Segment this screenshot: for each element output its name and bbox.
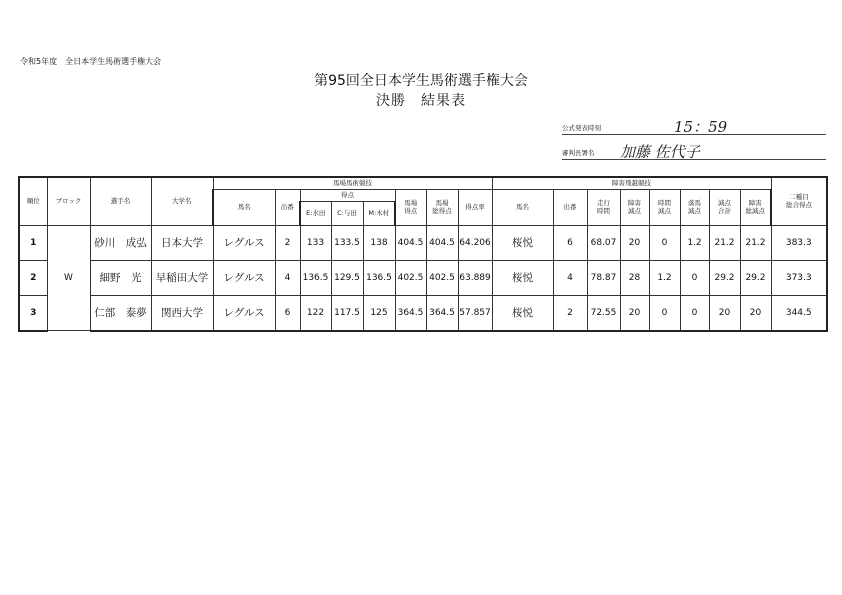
cell-jumping-time: 78.87 <box>587 260 620 295</box>
header-dressage-order: 出番 <box>275 189 300 225</box>
header-judge-m: M:木村 <box>363 201 395 225</box>
cell-jumping-obstacle-penalty: 20 <box>620 225 649 260</box>
cell-jumping-order: 6 <box>553 225 587 260</box>
cell-jumping-fall-penalty: 1.2 <box>680 225 709 260</box>
cell-judge-m: 136.5 <box>363 260 395 295</box>
results-table <box>18 176 828 332</box>
cell-dressage-order: 2 <box>275 225 300 260</box>
cell-jumping-time-penalty: 0 <box>649 225 680 260</box>
judge-signature-label: 審判長署名 <box>562 149 595 157</box>
header-jumping-order: 出番 <box>553 189 587 225</box>
cell-rider: 細野 光 <box>90 260 151 295</box>
cell-dressage-percentage: 63.889 <box>458 260 492 295</box>
cell-jumping-fall-penalty: 0 <box>680 295 709 331</box>
cell-dressage-total: 404.5 <box>426 225 458 260</box>
cell-jumping-fall-penalty: 0 <box>680 260 709 295</box>
table-row <box>19 225 827 260</box>
cell-overall: 373.3 <box>771 260 827 295</box>
cell-judge-e: 122 <box>300 295 331 331</box>
cell-jumping-horse: 桜悦 <box>492 260 553 295</box>
official-time-label: 公式発表時刻 <box>562 124 601 132</box>
header-university: 大学名 <box>151 177 213 225</box>
cell-dressage-total: 402.5 <box>426 260 458 295</box>
table-row <box>19 260 827 295</box>
header-rank: 順位 <box>19 177 47 225</box>
cell-judge-c: 133.5 <box>331 225 363 260</box>
header-jumping-obstacle-penalty: 障害 減点 <box>620 189 649 225</box>
header-dressage-points: 馬場 得点 <box>395 189 426 225</box>
cell-judge-m: 125 <box>363 295 395 331</box>
cell-dressage-order: 6 <box>275 295 300 331</box>
header-judge-c: C:与田 <box>331 201 363 225</box>
header-jumping-penalty-sum: 減点 合計 <box>709 189 740 225</box>
cell-dressage-horse: レグルス <box>213 295 275 331</box>
header-dressage-score-group: 得点 <box>300 189 395 201</box>
cell-dressage-points: 404.5 <box>395 225 426 260</box>
cell-judge-m: 138 <box>363 225 395 260</box>
cell-rank: 2 <box>19 260 47 295</box>
cell-jumping-total-penalty: 29.2 <box>740 260 771 295</box>
cell-jumping-order: 2 <box>553 295 587 331</box>
cell-judge-c: 117.5 <box>331 295 363 331</box>
header-dressage-percentage: 得点率 <box>458 189 492 225</box>
header-jumping-horse: 馬名 <box>492 189 553 225</box>
table-row <box>19 295 827 331</box>
header-jumping-total-penalty: 障害 総減点 <box>740 189 771 225</box>
header-dressage-total: 馬場 総得点 <box>426 189 458 225</box>
cell-jumping-penalty-sum: 20 <box>709 295 740 331</box>
cell-jumping-time-penalty: 0 <box>649 295 680 331</box>
header-block: ブロック <box>47 177 90 225</box>
header-note: 令和5年度 全日本学生馬術選手権大会 <box>20 57 162 66</box>
judge-signature-row <box>562 143 826 160</box>
cell-jumping-time: 68.07 <box>587 225 620 260</box>
cell-dressage-percentage: 64.206 <box>458 225 492 260</box>
cell-judge-c: 129.5 <box>331 260 363 295</box>
cell-rider: 仁部 泰夢 <box>90 295 151 331</box>
cell-university: 日本大学 <box>151 225 213 260</box>
cell-dressage-order: 4 <box>275 260 300 295</box>
page-title: 第95回全日本学生馬術選手権大会 <box>314 73 528 89</box>
header-rider: 選手名 <box>90 177 151 225</box>
cell-jumping-obstacle-penalty: 28 <box>620 260 649 295</box>
cell-university: 関西大学 <box>151 295 213 331</box>
header-dressage-horse: 馬名 <box>213 189 275 225</box>
cell-jumping-horse: 桜悦 <box>492 295 553 331</box>
official-time-handwritten: 15：59 <box>674 118 728 136</box>
header-jumping-time: 走行 時間 <box>587 189 620 225</box>
header-dressage-group: 馬場馬術競技 <box>213 177 492 189</box>
cell-dressage-horse: レグルス <box>213 225 275 260</box>
cell-jumping-obstacle-penalty: 20 <box>620 295 649 331</box>
official-time-row <box>562 118 826 135</box>
cell-jumping-order: 4 <box>553 260 587 295</box>
judge-signature-handwritten: 加藤 佐代子 <box>620 143 700 161</box>
header-jumping-group: 障害飛越競技 <box>492 177 771 189</box>
cell-rank: 3 <box>19 295 47 331</box>
cell-university: 早稲田大学 <box>151 260 213 295</box>
cell-block: W <box>47 225 90 331</box>
cell-judge-e: 136.5 <box>300 260 331 295</box>
cell-jumping-penalty-sum: 29.2 <box>709 260 740 295</box>
cell-rank: 1 <box>19 225 47 260</box>
header-jumping-time-penalty: 時間 減点 <box>649 189 680 225</box>
cell-dressage-percentage: 57.857 <box>458 295 492 331</box>
cell-jumping-total-penalty: 20 <box>740 295 771 331</box>
cell-jumping-horse: 桜悦 <box>492 225 553 260</box>
cell-overall: 383.3 <box>771 225 827 260</box>
cell-dressage-points: 402.5 <box>395 260 426 295</box>
cell-jumping-penalty-sum: 21.2 <box>709 225 740 260</box>
cell-overall: 344.5 <box>771 295 827 331</box>
cell-dressage-horse: レグルス <box>213 260 275 295</box>
cell-judge-e: 133 <box>300 225 331 260</box>
cell-dressage-points: 364.5 <box>395 295 426 331</box>
cell-jumping-total-penalty: 21.2 <box>740 225 771 260</box>
cell-jumping-time: 72.55 <box>587 295 620 331</box>
header-judge-e: E:水田 <box>300 201 331 225</box>
header-jumping-fall-penalty: 落馬 減点 <box>680 189 709 225</box>
cell-jumping-time-penalty: 1.2 <box>649 260 680 295</box>
cell-dressage-total: 364.5 <box>426 295 458 331</box>
page-subtitle: 決勝 結果表 <box>376 93 466 109</box>
header-overall: 二種目 総合得点 <box>771 177 827 225</box>
cell-rider: 砂川 成弘 <box>90 225 151 260</box>
